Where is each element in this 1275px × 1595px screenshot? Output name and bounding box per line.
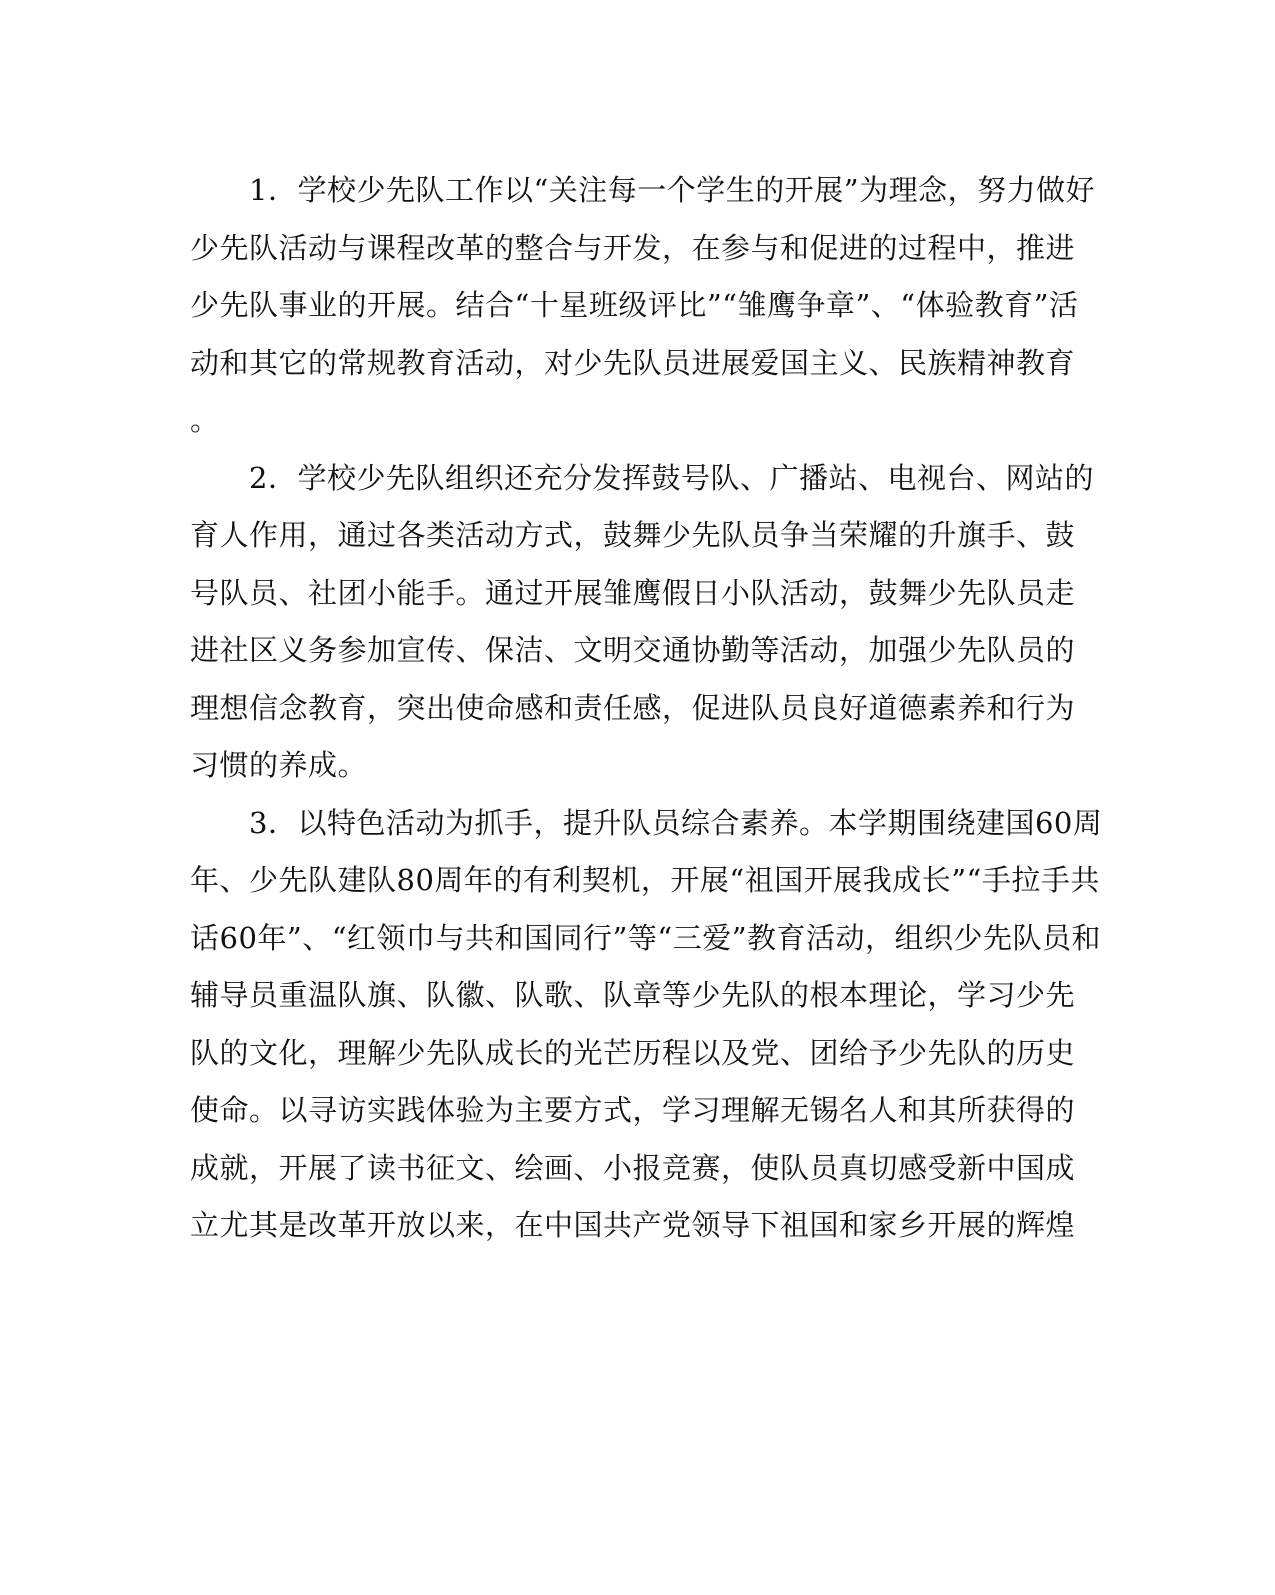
- text-line: 年、少先队建队80周年的有利契机，开展“祖国开展我成长”“手拉手共: [190, 863, 1100, 897]
- text-line: 队的文化，理解少先队成长的光芒历程以及党、团给予少先队的历史: [190, 1035, 1076, 1070]
- text-line: 1．学校少先队工作以“关注每一个学生的开展”为理念，努力做好: [190, 173, 1096, 207]
- text-line: 少先队活动与课程改革的整合与开发，在参与和促进的过程中，推进: [190, 230, 1076, 265]
- text-line: 少先队事业的开展。结合“十星班级评比”“雏鹰争章”、“体验教育”活: [190, 288, 1079, 322]
- text-line: 动和其它的常规教育活动，对少先队员进展爱国主义、民族精神教育: [190, 345, 1076, 380]
- paragraph-2: [190, 450, 1094, 795]
- text-line: 习惯的养成。: [190, 748, 368, 782]
- text-line: 理想信念教育，突出使命感和责任感，促进队员良好道德素养和行为: [190, 690, 1076, 725]
- text-line: 使命。以寻访实践体验为主要方式，学习理解无锡名人和其所获得的: [190, 1093, 1076, 1127]
- text-line: 号队员、社团小能手。通过开展雏鹰假日小队活动，鼓舞少先队员走: [190, 575, 1076, 610]
- text-line: 立尤其是改革开放以来，在中国共产党领导下祖国和家乡开展的辉煌: [190, 1208, 1076, 1242]
- document-body: [190, 162, 1103, 1255]
- text-line: 话60年”、“红领巾与共和国同行”等“三爱”教育活动，组织少先队员和: [190, 920, 1102, 955]
- text-line: 辅导员重温队旗、队徽、队歌、队章等少先队的根本理论，学习少先: [190, 978, 1076, 1012]
- text-line: 3．以特色活动为抓手，提升队员综合素养。本学期围绕建国60周: [190, 805, 1103, 840]
- text-line: 育人作用，通过各类活动方式，鼓舞少先队员争当荣耀的升旗手、鼓: [190, 518, 1076, 552]
- paragraph-1: [190, 162, 1096, 450]
- text-line: 成就，开展了读书征文、绘画、小报竞赛，使队员真切感受新中国成: [190, 1150, 1076, 1185]
- paragraph-3: [190, 795, 1103, 1255]
- text-line: 2．学校少先队组织还充分发挥鼓号队、广播站、电视台、网站的: [190, 460, 1094, 495]
- text-line: 进社区义务参加宣传、保洁、文明交通协勤等活动，加强少先队员的: [190, 633, 1076, 667]
- text-line: 。: [190, 403, 220, 437]
